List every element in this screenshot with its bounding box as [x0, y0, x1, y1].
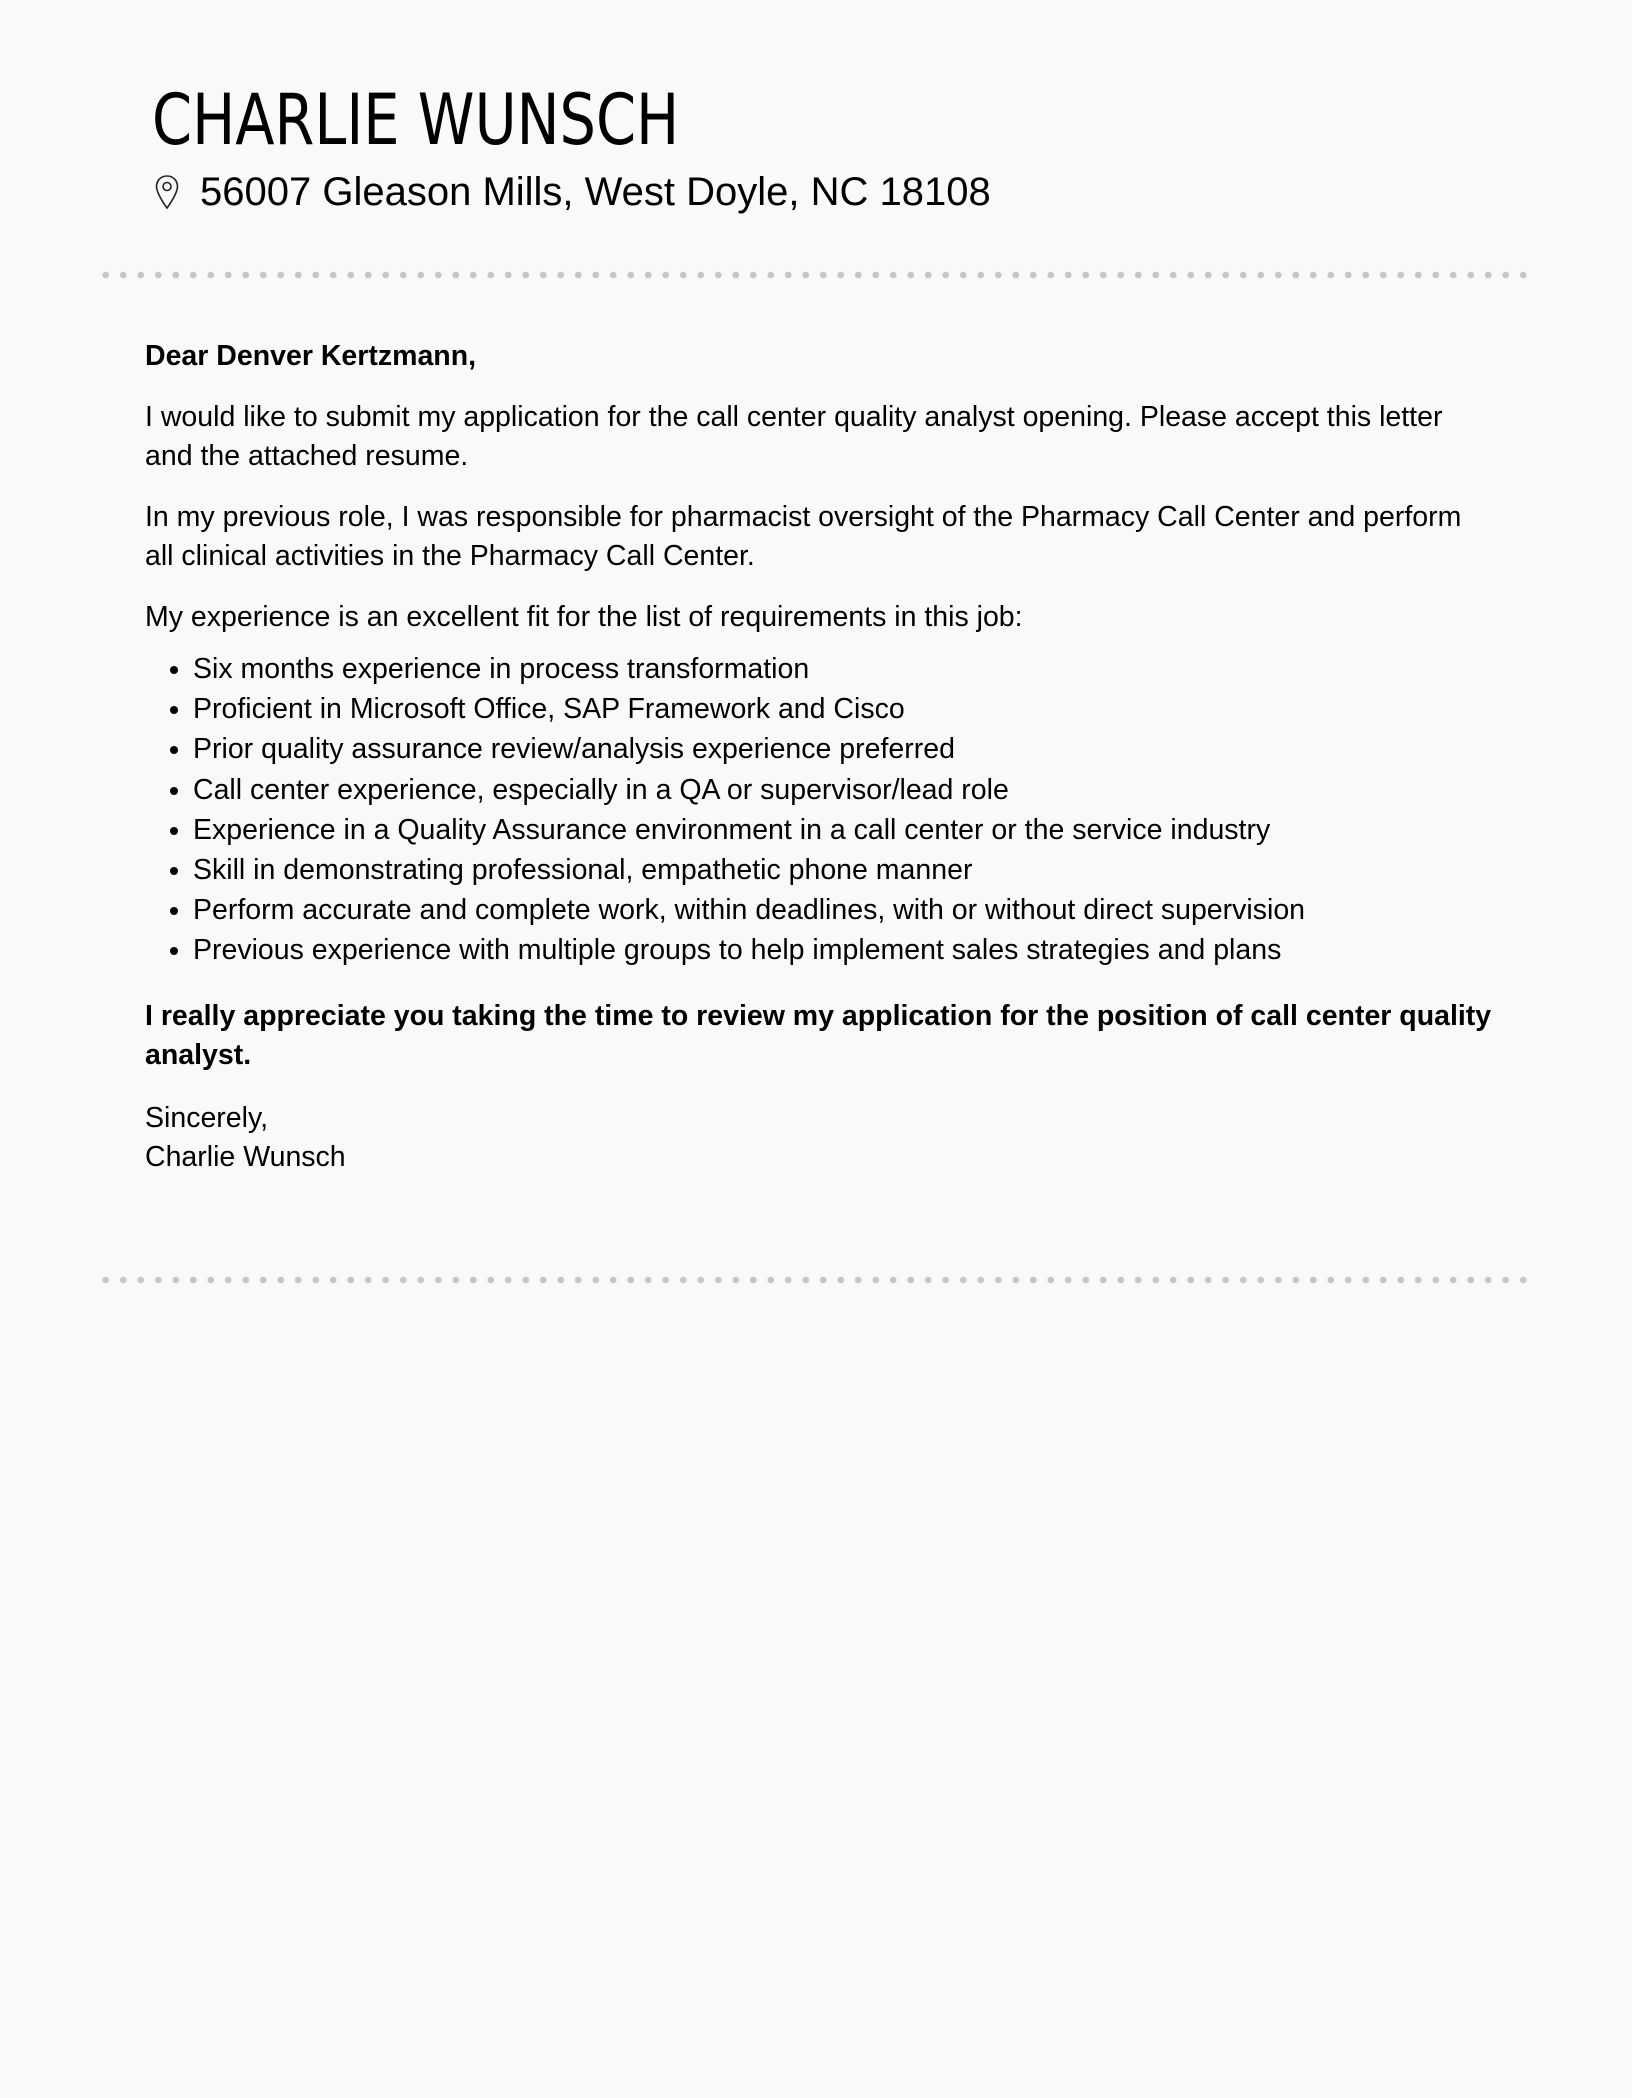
requirements-list: [145, 649, 1495, 971]
greeting: Dear Denver Kertzmann,: [145, 340, 477, 372]
list-item: • Prior quality assurance review/analysis experience preferred: [193, 729, 1495, 769]
closing-statement: I really appreciate you taking the time to review my application for the position of call center quality analyst.: [145, 999, 1492, 1071]
list-item: • Call center experience, especially in a QA or supervisor/lead role: [193, 770, 1495, 810]
signature: Charlie Wunsch: [145, 1140, 346, 1173]
list-item: • Perform accurate and complete work, within deadlines, with or without direct supervision: [193, 890, 1495, 930]
list-item: • Skill in demonstrating professional, empathetic phone manner: [193, 850, 1495, 890]
divider-bottom: [97, 1276, 1535, 1284]
paragraph: I would like to submit my application for the call center quality analyst opening. Please accept this letter and the attached resume.: [145, 401, 1443, 472]
applicant-name: CHARLIE WUNSCH: [152, 79, 680, 161]
list-item: • Proficient in Microsoft Office, SAP Framework and Cisco: [193, 689, 1495, 729]
address-line: [154, 164, 991, 220]
paragraph: In my previous role, I was responsible for pharmacist oversight of the Pharmacy Call Center and perform all clinical activities in the Pharmacy Call Center.: [145, 501, 1462, 572]
signoff: Sincerely,: [145, 1101, 269, 1134]
list-item: • Six months experience in process transformation: [193, 649, 1495, 689]
address-text: 56007 Gleason Mills, West Doyle, NC 18108: [200, 170, 991, 214]
letter-body: [145, 337, 1495, 1177]
list-item: • Experience in a Quality Assurance environment in a call center or the service industry: [193, 810, 1495, 850]
paragraph: My experience is an excellent fit for the list of requirements in this job:: [145, 601, 1023, 633]
list-item: • Previous experience with multiple groups to help implement sales strategies and plans: [193, 930, 1495, 970]
divider-top: [97, 271, 1535, 279]
map-pin-icon: [154, 174, 180, 210]
